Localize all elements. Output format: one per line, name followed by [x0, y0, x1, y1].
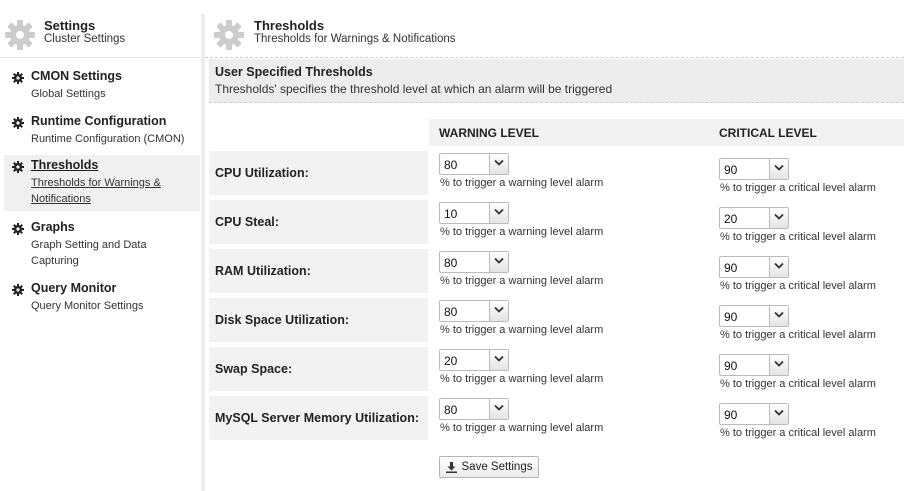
threshold-row-label: MySQL Server Memory Utilization: [209, 396, 428, 440]
chevron-down-icon [769, 208, 788, 228]
warning-level-heading: WARNING LEVEL [439, 126, 540, 140]
warning-level-select[interactable] [439, 202, 509, 224]
download-icon [446, 462, 457, 473]
select-value: 20 [724, 212, 738, 226]
page-title: Thresholds [254, 18, 325, 33]
save-settings-button[interactable] [439, 456, 539, 478]
divider [201, 14, 205, 491]
warning-hint: % to trigger a warning level alarm [440, 373, 604, 385]
sidebar-item-cmon-settings[interactable] [4, 68, 200, 104]
threshold-row-label: CPU Utilization: [209, 151, 428, 195]
sidebar-item-sub: Graph Setting and Data Capturing [31, 239, 147, 267]
critical-level-select[interactable] [719, 158, 789, 180]
gear-icon [12, 117, 24, 129]
info-text: Thresholds' specifies the threshold level at which an alarm will be triggered [215, 82, 613, 96]
select-value: 90 [724, 359, 738, 373]
critical-level-select[interactable] [719, 256, 789, 278]
critical-level-heading: CRITICAL LEVEL [719, 126, 817, 140]
select-value: 80 [444, 305, 458, 319]
select-value: 20 [444, 354, 458, 368]
critical-hint: % to trigger a critical level alarm [720, 280, 876, 292]
select-value: 80 [444, 158, 458, 172]
critical-hint: % to trigger a critical level alarm [720, 427, 876, 439]
chevron-down-icon [769, 306, 788, 326]
sidebar-subtitle: Cluster Settings [44, 33, 126, 45]
critical-hint: % to trigger a critical level alarm [720, 182, 876, 194]
column-header [429, 119, 904, 146]
sidebar-title: Settings [44, 18, 96, 33]
sidebar-item-label: Graphs [31, 220, 75, 234]
threshold-row-label: RAM Utilization: [209, 249, 428, 293]
critical-level-select[interactable] [719, 207, 789, 229]
gear-icon [12, 161, 24, 173]
critical-level-select[interactable] [719, 403, 789, 425]
warning-level-select[interactable] [439, 300, 509, 322]
warning-hint: % to trigger a warning level alarm [440, 324, 604, 336]
critical-hint: % to trigger a critical level alarm [720, 231, 876, 243]
select-value: 90 [724, 261, 738, 275]
select-value: 90 [724, 163, 738, 177]
page-subtitle: Thresholds for Warnings & Notifications [254, 33, 456, 45]
warning-level-select[interactable] [439, 398, 509, 420]
warning-level-select[interactable] [439, 349, 509, 371]
sidebar-item-sub: Global Settings [31, 88, 106, 100]
sidebar-item-sub: Query Monitor Settings [31, 300, 144, 312]
select-value: 90 [724, 408, 738, 422]
warning-hint: % to trigger a warning level alarm [440, 275, 604, 287]
sidebar-item-sub: Thresholds for Warnings & Notifications [31, 177, 161, 205]
select-value: 80 [444, 256, 458, 270]
sidebar-item-query-monitor[interactable] [4, 280, 200, 316]
critical-level-select[interactable] [719, 354, 789, 376]
info-title: User Specified Thresholds [215, 65, 373, 79]
gear-icon [12, 223, 24, 235]
sidebar-item-label: Thresholds [31, 158, 99, 172]
chevron-down-icon [769, 257, 788, 277]
select-value: 90 [724, 310, 738, 324]
select-value: 10 [444, 207, 458, 221]
chevron-down-icon [769, 159, 788, 179]
chevron-down-icon [489, 399, 508, 419]
sidebar-item-graphs[interactable] [4, 219, 200, 271]
save-settings-label: Save Settings [461, 461, 533, 473]
gear-icon [4, 19, 36, 51]
sidebar-item-runtime-configuration[interactable] [4, 113, 200, 149]
sidebar-item-label: Runtime Configuration [31, 114, 167, 128]
chevron-down-icon [769, 355, 788, 375]
warning-hint: % to trigger a warning level alarm [440, 422, 604, 434]
page-header [205, 14, 904, 58]
threshold-row-label: Disk Space Utilization: [209, 298, 428, 342]
gear-icon [213, 19, 245, 51]
critical-hint: % to trigger a critical level alarm [720, 329, 876, 341]
sidebar-item-thresholds[interactable] [4, 155, 200, 211]
critical-level-select[interactable] [719, 305, 789, 327]
sidebar-item-label: Query Monitor [31, 281, 117, 295]
chevron-down-icon [489, 252, 508, 272]
chevron-down-icon [489, 154, 508, 174]
sidebar [0, 0, 200, 491]
chevron-down-icon [489, 203, 508, 223]
chevron-down-icon [489, 301, 508, 321]
critical-hint: % to trigger a critical level alarm [720, 378, 876, 390]
gear-icon [12, 72, 24, 84]
warning-level-select[interactable] [439, 153, 509, 175]
select-value: 80 [444, 403, 458, 417]
threshold-row-label: CPU Steal: [209, 200, 428, 244]
warning-hint: % to trigger a warning level alarm [440, 177, 604, 189]
gear-icon [12, 284, 24, 296]
info-panel [209, 59, 904, 103]
chevron-down-icon [769, 404, 788, 424]
sidebar-header [0, 14, 200, 58]
warning-level-select[interactable] [439, 251, 509, 273]
sidebar-item-label: CMON Settings [31, 69, 122, 83]
sidebar-item-sub: Runtime Configuration (CMON) [31, 133, 185, 145]
warning-hint: % to trigger a warning level alarm [440, 226, 604, 238]
chevron-down-icon [489, 350, 508, 370]
threshold-row-label: Swap Space: [209, 347, 428, 391]
